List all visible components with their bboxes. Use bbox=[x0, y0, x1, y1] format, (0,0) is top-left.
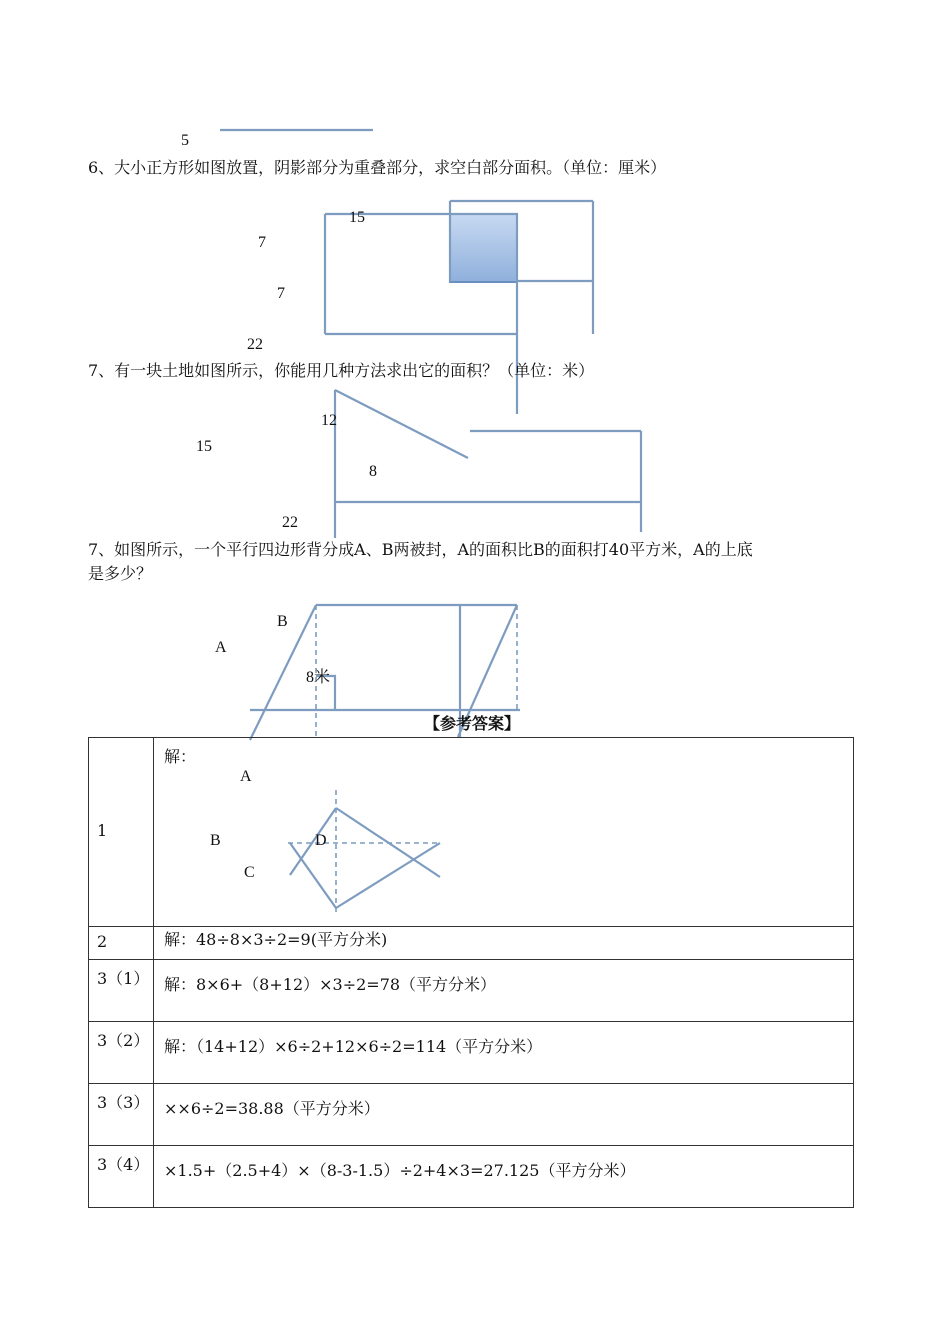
fragment-label-5: 5 bbox=[181, 132, 189, 149]
question-7b-text-line2: 是多少？ bbox=[88, 564, 153, 583]
q7a-label-15: 15 bbox=[196, 438, 212, 455]
q6-label-7b: 7 bbox=[277, 285, 285, 302]
answer-row-3-4-solution: ×1.5+（2.5+4）×（8-3-1.5）÷2+4×3=27.125（平方分米） bbox=[164, 1161, 636, 1180]
q7a-label-12: 12 bbox=[321, 412, 337, 429]
q7b-label-b: B bbox=[277, 613, 288, 630]
answer-1-label-b: B bbox=[210, 832, 221, 849]
answer-row-3-3-num: 3（3） bbox=[97, 1093, 150, 1112]
answer-row-3-1-solution: 解：8×6+（8+12）×3÷2=78（平方分米） bbox=[164, 975, 497, 994]
q7b-label-a: A bbox=[215, 639, 227, 656]
question-7a-text: 7、有一块土地如图所示，你能用几种方法求出它的面积？（单位：米） bbox=[88, 361, 595, 380]
q6-label-15: 15 bbox=[349, 209, 365, 226]
q7a-label-22: 22 bbox=[282, 514, 298, 531]
answer-row-3-2-solution: 解：（14+12）×6÷2+12×6÷2=114（平方分米） bbox=[164, 1037, 543, 1056]
answer-row-2-num: 2 bbox=[97, 932, 108, 951]
q6-label-22: 22 bbox=[247, 336, 263, 353]
answer-row-1-solution: 解： bbox=[164, 747, 197, 766]
answer-row-3-1-num: 3（1） bbox=[97, 969, 150, 988]
question-6-text: 6、大小正方形如图放置，阴影部分为重叠部分，求空白部分面积。（单位：厘米） bbox=[88, 158, 667, 177]
answer-1-label-c: C bbox=[244, 864, 255, 881]
answer-row-3-3-solution: ××6÷2=38.88（平方分米） bbox=[164, 1099, 380, 1118]
q7b-label-height: 8米 bbox=[306, 669, 331, 686]
answer-1-label-a: A bbox=[240, 768, 252, 785]
q6-label-7a: 7 bbox=[258, 234, 266, 251]
answer-row-3-4-num: 3（4） bbox=[97, 1155, 150, 1174]
answer-row-1-num: 1 bbox=[97, 821, 108, 840]
answers-heading: 【参考答案】 bbox=[424, 714, 521, 733]
q7a-label-8: 8 bbox=[369, 463, 377, 480]
answer-row-3-2-num: 3（2） bbox=[97, 1031, 150, 1050]
answer-row-2-solution: 解：48÷8×3÷2=9(平方分米) bbox=[164, 930, 388, 949]
question-7b-text-line1: 7、如图所示，一个平行四边形背分成A、B两被封，A的面积比B的面积打40平方米，A的上底 bbox=[88, 540, 753, 559]
answer-1-label-d: D bbox=[315, 832, 327, 849]
